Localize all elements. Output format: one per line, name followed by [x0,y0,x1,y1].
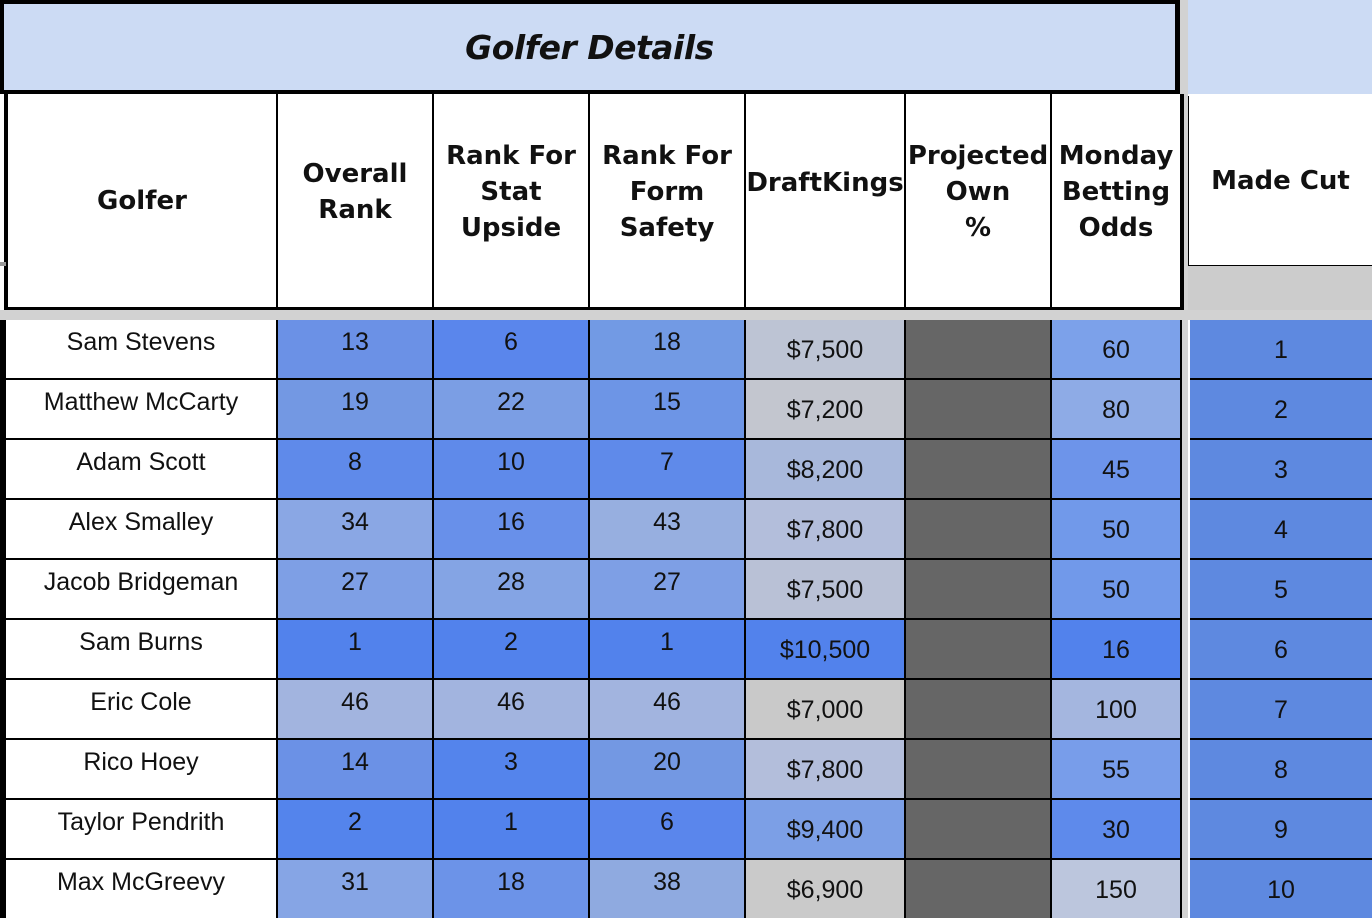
cell-draftkings[interactable]: $8,200 [746,440,906,500]
cell-betting-odds[interactable]: 50 [1052,560,1182,620]
table-row [0,620,1372,680]
table-row [0,740,1372,800]
cell-overall-rank[interactable]: 31 [278,860,434,918]
cell-overall-rank[interactable]: 19 [278,380,434,440]
header-draftkings[interactable]: DraftKings [746,94,906,310]
edge-mark [0,262,6,266]
cell-made-cut[interactable]: 8 [1190,740,1372,800]
cell-overall-rank[interactable]: 27 [278,560,434,620]
cell-rank-form-safety[interactable]: 38 [590,860,746,918]
title-band[interactable] [0,0,1180,94]
cell-made-cut[interactable]: 5 [1190,560,1372,620]
cell-overall-rank[interactable]: 34 [278,500,434,560]
cell-golfer[interactable]: Taylor Pendrith [4,800,278,860]
cell-rank-stat-upside[interactable]: 10 [434,440,590,500]
cell-draftkings[interactable]: $7,000 [746,680,906,740]
cell-draftkings[interactable]: $6,900 [746,860,906,918]
cell-made-cut[interactable]: 3 [1190,440,1372,500]
cell-golfer[interactable]: Sam Burns [4,620,278,680]
table-title: Golfer Details [465,27,714,67]
cell-projected-own[interactable] [906,500,1052,560]
table-row [0,680,1372,740]
cell-made-cut[interactable]: 6 [1190,620,1372,680]
cell-made-cut[interactable]: 7 [1190,680,1372,740]
cell-golfer[interactable]: Max McGreevy [4,860,278,918]
cell-betting-odds[interactable]: 60 [1052,320,1182,380]
table-row [0,320,1372,380]
made-cut-header-filler [1188,266,1372,310]
cell-rank-form-safety[interactable]: 1 [590,620,746,680]
cell-betting-odds[interactable]: 45 [1052,440,1182,500]
cell-projected-own[interactable] [906,800,1052,860]
cell-rank-stat-upside[interactable]: 28 [434,560,590,620]
cell-rank-stat-upside[interactable]: 3 [434,740,590,800]
table-row [0,500,1372,560]
cell-draftkings[interactable]: $7,500 [746,560,906,620]
cell-overall-rank[interactable]: 13 [278,320,434,380]
cell-rank-form-safety[interactable]: 15 [590,380,746,440]
cell-betting-odds[interactable]: 16 [1052,620,1182,680]
cell-overall-rank[interactable]: 1 [278,620,434,680]
cell-projected-own[interactable] [906,860,1052,918]
cell-projected-own[interactable] [906,680,1052,740]
cell-golfer[interactable]: Jacob Bridgeman [4,560,278,620]
cell-draftkings[interactable]: $10,500 [746,620,906,680]
cell-made-cut[interactable]: 2 [1190,380,1372,440]
cell-rank-stat-upside[interactable]: 1 [434,800,590,860]
cell-overall-rank[interactable]: 2 [278,800,434,860]
cell-draftkings[interactable]: $7,200 [746,380,906,440]
table-row [0,380,1372,440]
header-overall-rank[interactable]: Overall Rank [278,94,434,310]
cell-overall-rank[interactable]: 14 [278,740,434,800]
cell-rank-stat-upside[interactable]: 2 [434,620,590,680]
header-golfer[interactable]: Golfer [4,94,278,310]
cell-golfer[interactable]: Adam Scott [4,440,278,500]
cell-overall-rank[interactable]: 46 [278,680,434,740]
cell-golfer[interactable]: Alex Smalley [4,500,278,560]
cell-draftkings[interactable]: $9,400 [746,800,906,860]
cell-rank-form-safety[interactable]: 27 [590,560,746,620]
cell-made-cut[interactable]: 4 [1190,500,1372,560]
cell-overall-rank[interactable]: 8 [278,440,434,500]
cell-golfer[interactable]: Rico Hoey [4,740,278,800]
cell-projected-own[interactable] [906,560,1052,620]
cell-rank-form-safety[interactable]: 18 [590,320,746,380]
cell-draftkings[interactable]: $7,500 [746,320,906,380]
cell-betting-odds[interactable]: 55 [1052,740,1182,800]
cell-rank-form-safety[interactable]: 43 [590,500,746,560]
cell-rank-form-safety[interactable]: 6 [590,800,746,860]
cell-projected-own[interactable] [906,320,1052,380]
header-monday-betting-odds[interactable]: Monday Betting Odds [1052,94,1184,310]
cell-rank-form-safety[interactable]: 7 [590,440,746,500]
header-projected-own[interactable]: Projected Own % [906,94,1052,310]
cell-golfer[interactable]: Matthew McCarty [4,380,278,440]
cell-made-cut[interactable]: 10 [1190,860,1372,918]
cell-rank-form-safety[interactable]: 46 [590,680,746,740]
header-made-cut[interactable]: Made Cut [1188,96,1372,266]
cell-rank-stat-upside[interactable]: 16 [434,500,590,560]
cell-draftkings[interactable]: $7,800 [746,740,906,800]
cell-betting-odds[interactable]: 80 [1052,380,1182,440]
cell-made-cut[interactable]: 1 [1190,320,1372,380]
cell-betting-odds[interactable]: 100 [1052,680,1182,740]
cell-rank-stat-upside[interactable]: 18 [434,860,590,918]
cell-rank-form-safety[interactable]: 20 [590,740,746,800]
cell-betting-odds[interactable]: 150 [1052,860,1182,918]
cell-made-cut[interactable]: 9 [1190,800,1372,860]
cell-projected-own[interactable] [906,380,1052,440]
table-row [0,560,1372,620]
cell-rank-stat-upside[interactable]: 22 [434,380,590,440]
made-cut-title-fill [1186,0,1372,94]
header-rank-form-safety[interactable]: Rank For Form Safety [590,94,746,310]
cell-projected-own[interactable] [906,440,1052,500]
cell-projected-own[interactable] [906,740,1052,800]
table-row [0,440,1372,500]
cell-projected-own[interactable] [906,620,1052,680]
table-row [0,860,1372,918]
header-gap [0,310,1372,320]
cell-golfer[interactable]: Eric Cole [4,680,278,740]
table-row [0,800,1372,860]
cell-betting-odds[interactable]: 50 [1052,500,1182,560]
cell-golfer[interactable]: Sam Stevens [4,320,278,380]
cell-rank-stat-upside[interactable]: 46 [434,680,590,740]
cell-betting-odds[interactable]: 30 [1052,800,1182,860]
header-rank-stat-upside[interactable]: Rank For Stat Upside [434,94,590,310]
cell-rank-stat-upside[interactable]: 6 [434,320,590,380]
cell-draftkings[interactable]: $7,800 [746,500,906,560]
